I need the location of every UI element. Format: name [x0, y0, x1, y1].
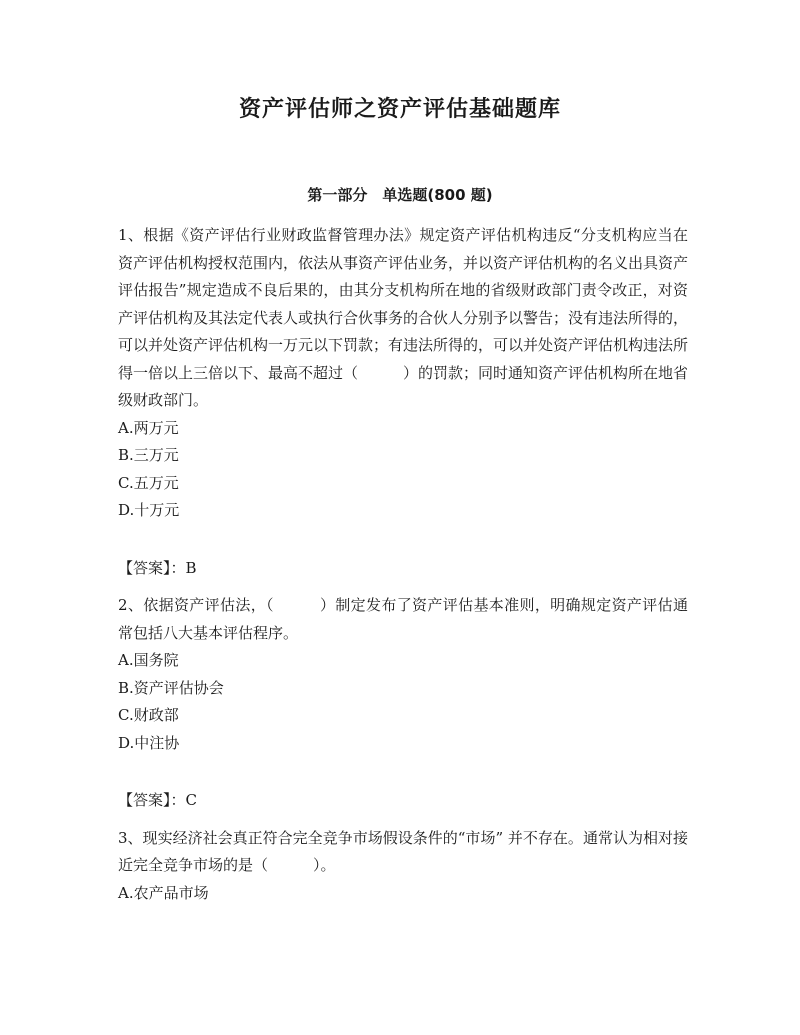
- option-b: B.资产评估协会: [118, 678, 224, 697]
- option-a: A.两万元: [118, 418, 179, 437]
- question-text: 3、现实经济社会真正符合完全竞争市场假设条件的“市场” 并不存在。通常认为相对接近完全竞争市场的是（ ）。: [118, 828, 688, 874]
- option-b: B.三万元: [118, 446, 179, 464]
- answer-label: 【答案】：C: [118, 791, 197, 809]
- option-a: A.国务院: [118, 651, 179, 669]
- page-title: 资产评估师之资产评估基础题库: [238, 97, 561, 122]
- option-d: D.十万元: [118, 501, 180, 519]
- question-text: 1、根据《资产评估行业财政监督管理办法》规定资产评估机构违反“分支机构应当在资产评估机构授权范围内，依法从事资产评估业务，并以资产评估机构的名义出具资产评估报告”规定造成不良后果的，由其分支机构所在地的省级财政部门责令改正，对资产评估机构及其法定代表人或执行合伙事务的合伙人分别予以警告；没有违法所得的，可以并处资产评估机构一万元以下罚款；有违法所得的，可以并处资产评估机构违法所得一倍以上三倍以下、最高不超过（ ）的罚款；同时通知资产评估机构所在地省级财政部门。: [118, 226, 689, 409]
- question-1: [118, 222, 688, 582]
- answer-label: 【答案】：B: [118, 558, 197, 577]
- option-c: C.财政部: [118, 706, 179, 724]
- question-list: [118, 222, 688, 907]
- option-c: C.五万元: [118, 473, 179, 492]
- question-2: [118, 592, 688, 815]
- option-a: A.农产品市场: [118, 883, 209, 902]
- question-3: [118, 825, 688, 908]
- question-text: 2、依据资产评估法，（ ）制定发布了资产评估基本准则，明确规定资产评估通常包括八大基本评估程序。: [118, 596, 688, 642]
- option-d: D.中注协: [118, 733, 180, 752]
- section-heading: 第一部分 单选题(800 题): [307, 186, 493, 204]
